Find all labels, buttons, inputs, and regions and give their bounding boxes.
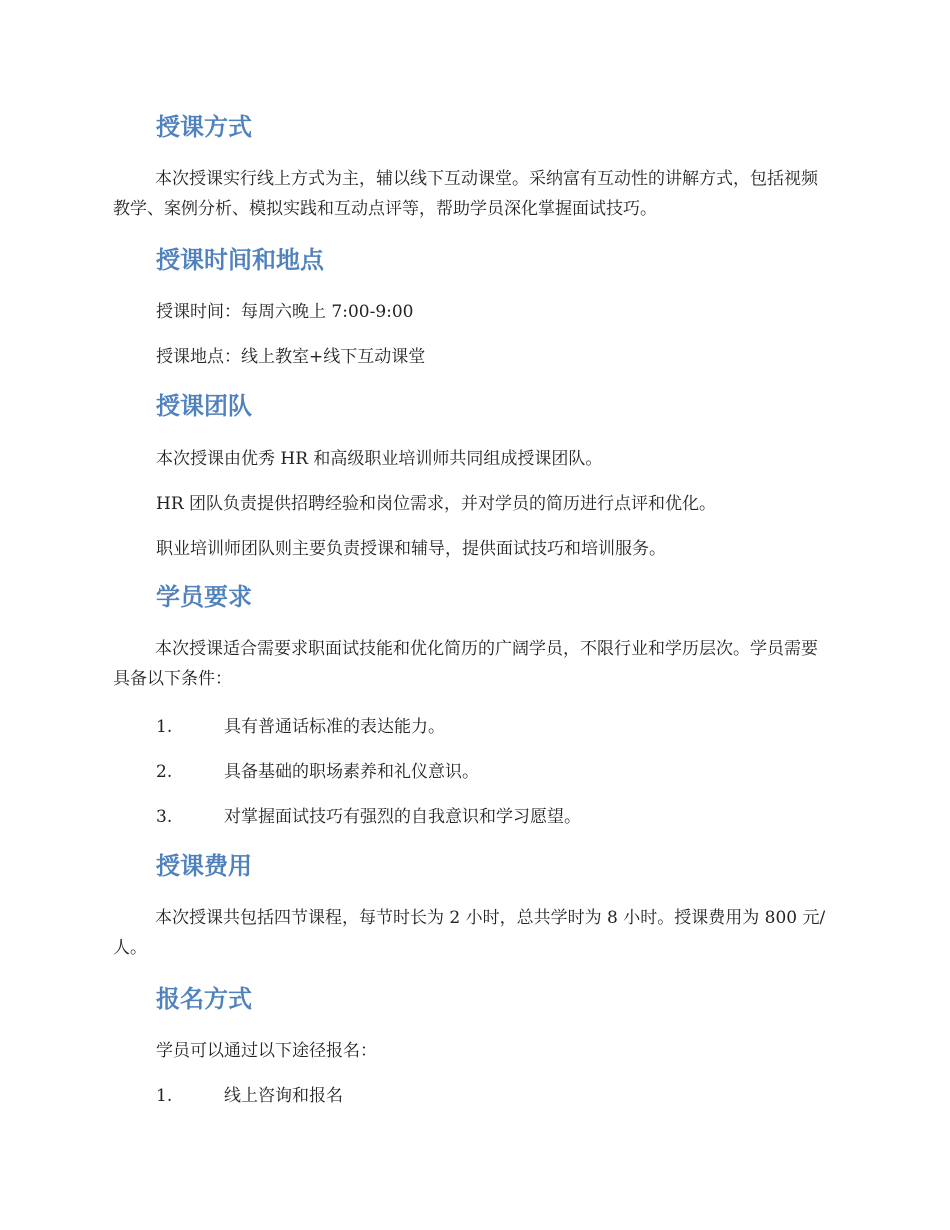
paragraph-team-trainer: 职业培训师团队则主要负责授课和辅导，提供面试技巧和培训服务。 xyxy=(156,539,666,559)
heading-time-place: 授课时间和地点 xyxy=(156,246,324,274)
heading-fees: 授课费用 xyxy=(156,852,252,880)
paragraph-team-hr: HR 团队负责提供招聘经验和岗位需求，并对学员的简历进行点评和优化。 xyxy=(156,494,717,514)
paragraph-teaching-method: 本次授课实行线上方式为主，辅以线下互动课堂。采纳富有互动性的讲解方式，包括视频教学、案例分析、模拟实践和互动点评等，帮助学员深化掌握面试技巧。 xyxy=(113,169,818,219)
list-item-text: 线上咨询和报名 xyxy=(224,1086,343,1106)
paragraph-registration-intro: 学员可以通过以下途径报名： xyxy=(156,1041,377,1061)
list-item-number: 1. xyxy=(156,1086,173,1106)
paragraph-team-intro: 本次授课由优秀 HR 和高级职业培训师共同组成授课团队。 xyxy=(156,449,603,469)
list-item-number: 1. xyxy=(156,717,173,737)
list-item-text: 具备基础的职场素养和礼仪意识。 xyxy=(224,762,479,782)
heading-teaching-team: 授课团队 xyxy=(156,392,252,420)
list-item-number: 3. xyxy=(156,807,173,827)
list-item-text: 对掌握面试技巧有强烈的自我意识和学习愿望。 xyxy=(224,807,581,827)
heading-teaching-method: 授课方式 xyxy=(156,113,252,141)
list-item-number: 2. xyxy=(156,762,173,782)
paragraph-fees: 本次授课共包括四节课程，每节时长为 2 小时，总共学时为 8 小时。授课费用为 800 元/人。 xyxy=(113,908,826,958)
heading-student-requirements: 学员要求 xyxy=(156,583,252,611)
paragraph-teaching-place: 授课地点：线上教室+线下互动课堂 xyxy=(156,347,426,367)
paragraph-teaching-time: 授课时间：每周六晚上 7:00-9:00 xyxy=(156,302,414,322)
paragraph-student-requirements: 本次授课适合需要求职面试技能和优化简历的广阔学员，不限行业和学历层次。学员需要具备以下条件： xyxy=(113,639,818,689)
list-item-text: 具有普通话标准的表达能力。 xyxy=(224,717,445,737)
heading-registration: 报名方式 xyxy=(156,985,252,1013)
